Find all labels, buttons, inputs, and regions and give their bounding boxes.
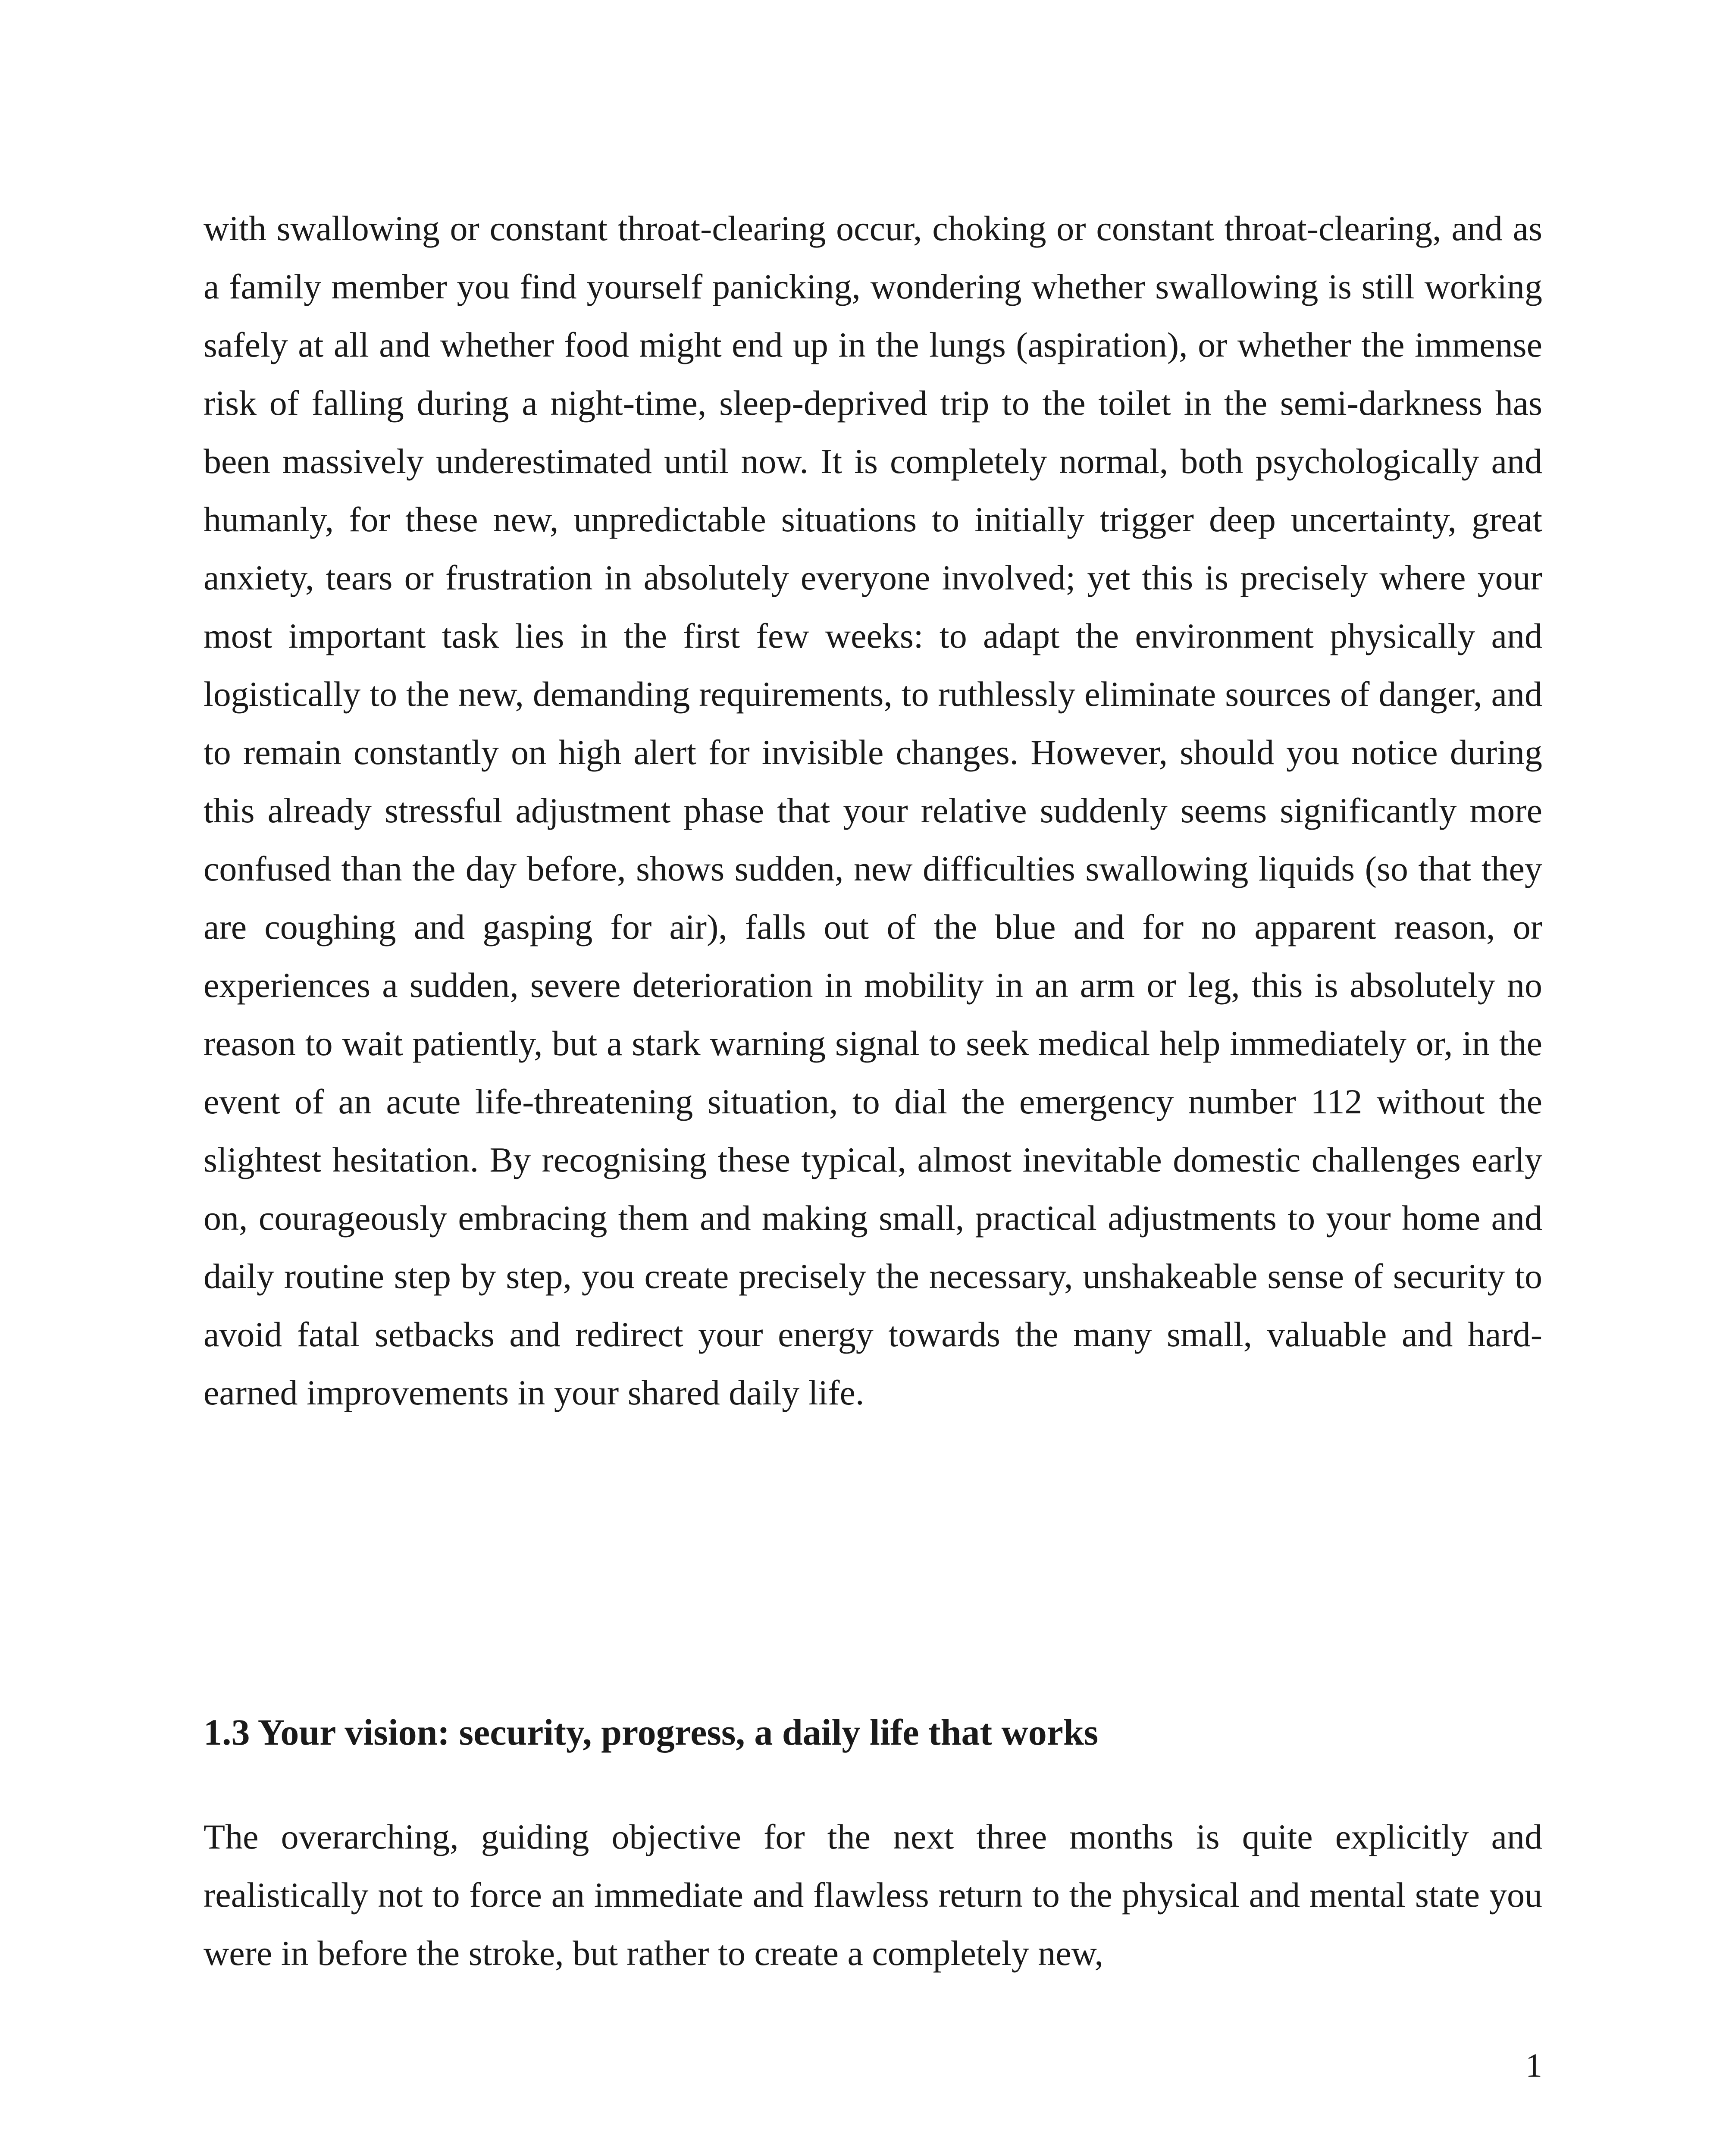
body-paragraph-2: The overarching, guiding objective for the next three months is quite explicitly and realistically not to force an immediate and flawless return to the physical and mental state you were in before the stroke, but rather to create a completely new, — [204, 1817, 1542, 1973]
section-heading: 1.3 Your vision: security, progress, a daily life that works — [204, 1711, 1099, 1753]
page-number: 1 — [1525, 2046, 1542, 2084]
body-paragraph-1: with swallowing or constant throat-clearing occur, choking or constant throat-clearing, and as a family member you find yourself panicking, wondering whether swallowing is still working safely at all and whether food might end up in the lungs (aspiration), or whether the immense risk of falling during a night-time, sleep-deprived trip to the toilet in the semi-darkness has been massively underestimated until now. It is completely normal, both psychologically and humanly, for these new, unpredictable situations to initially trigger deep uncertainty, great anxiety, tears or frustration in absolutely everyone involved; yet this is precisely where your most important task lies in the first few weeks: to adapt the environment physically and logistically to the new, demanding requirements, to ruthlessly eliminate sources of danger, and to remain constantly on high alert for invisible changes. However, should you notice during this already stressful adjustment phase that your relative suddenly seems significantly more confused than the day before, shows sudden, new difficulties swallowing liquids (so that they are coughing and gasping for air), falls out of the blue and for no apparent reason, or experiences a sudden, severe deterioration in mobility in an arm or leg, this is absolutely no reason to wait patiently, but a stark warning signal to seek medical help immediately or, in the event of an acute life-threatening situation, to dial the emergency number 112 without the slightest hesitation. By recognising these typical, almost inevitable domestic challenges early on, courageously embracing them and making small, practical adjustments to your home and daily routine step by step, you create precisely the necessary, unshakeable sense of security to avoid fatal setbacks and redirect your energy towards the many small, valuable and hard-earned improvements in your shared daily life. — [204, 209, 1542, 1412]
